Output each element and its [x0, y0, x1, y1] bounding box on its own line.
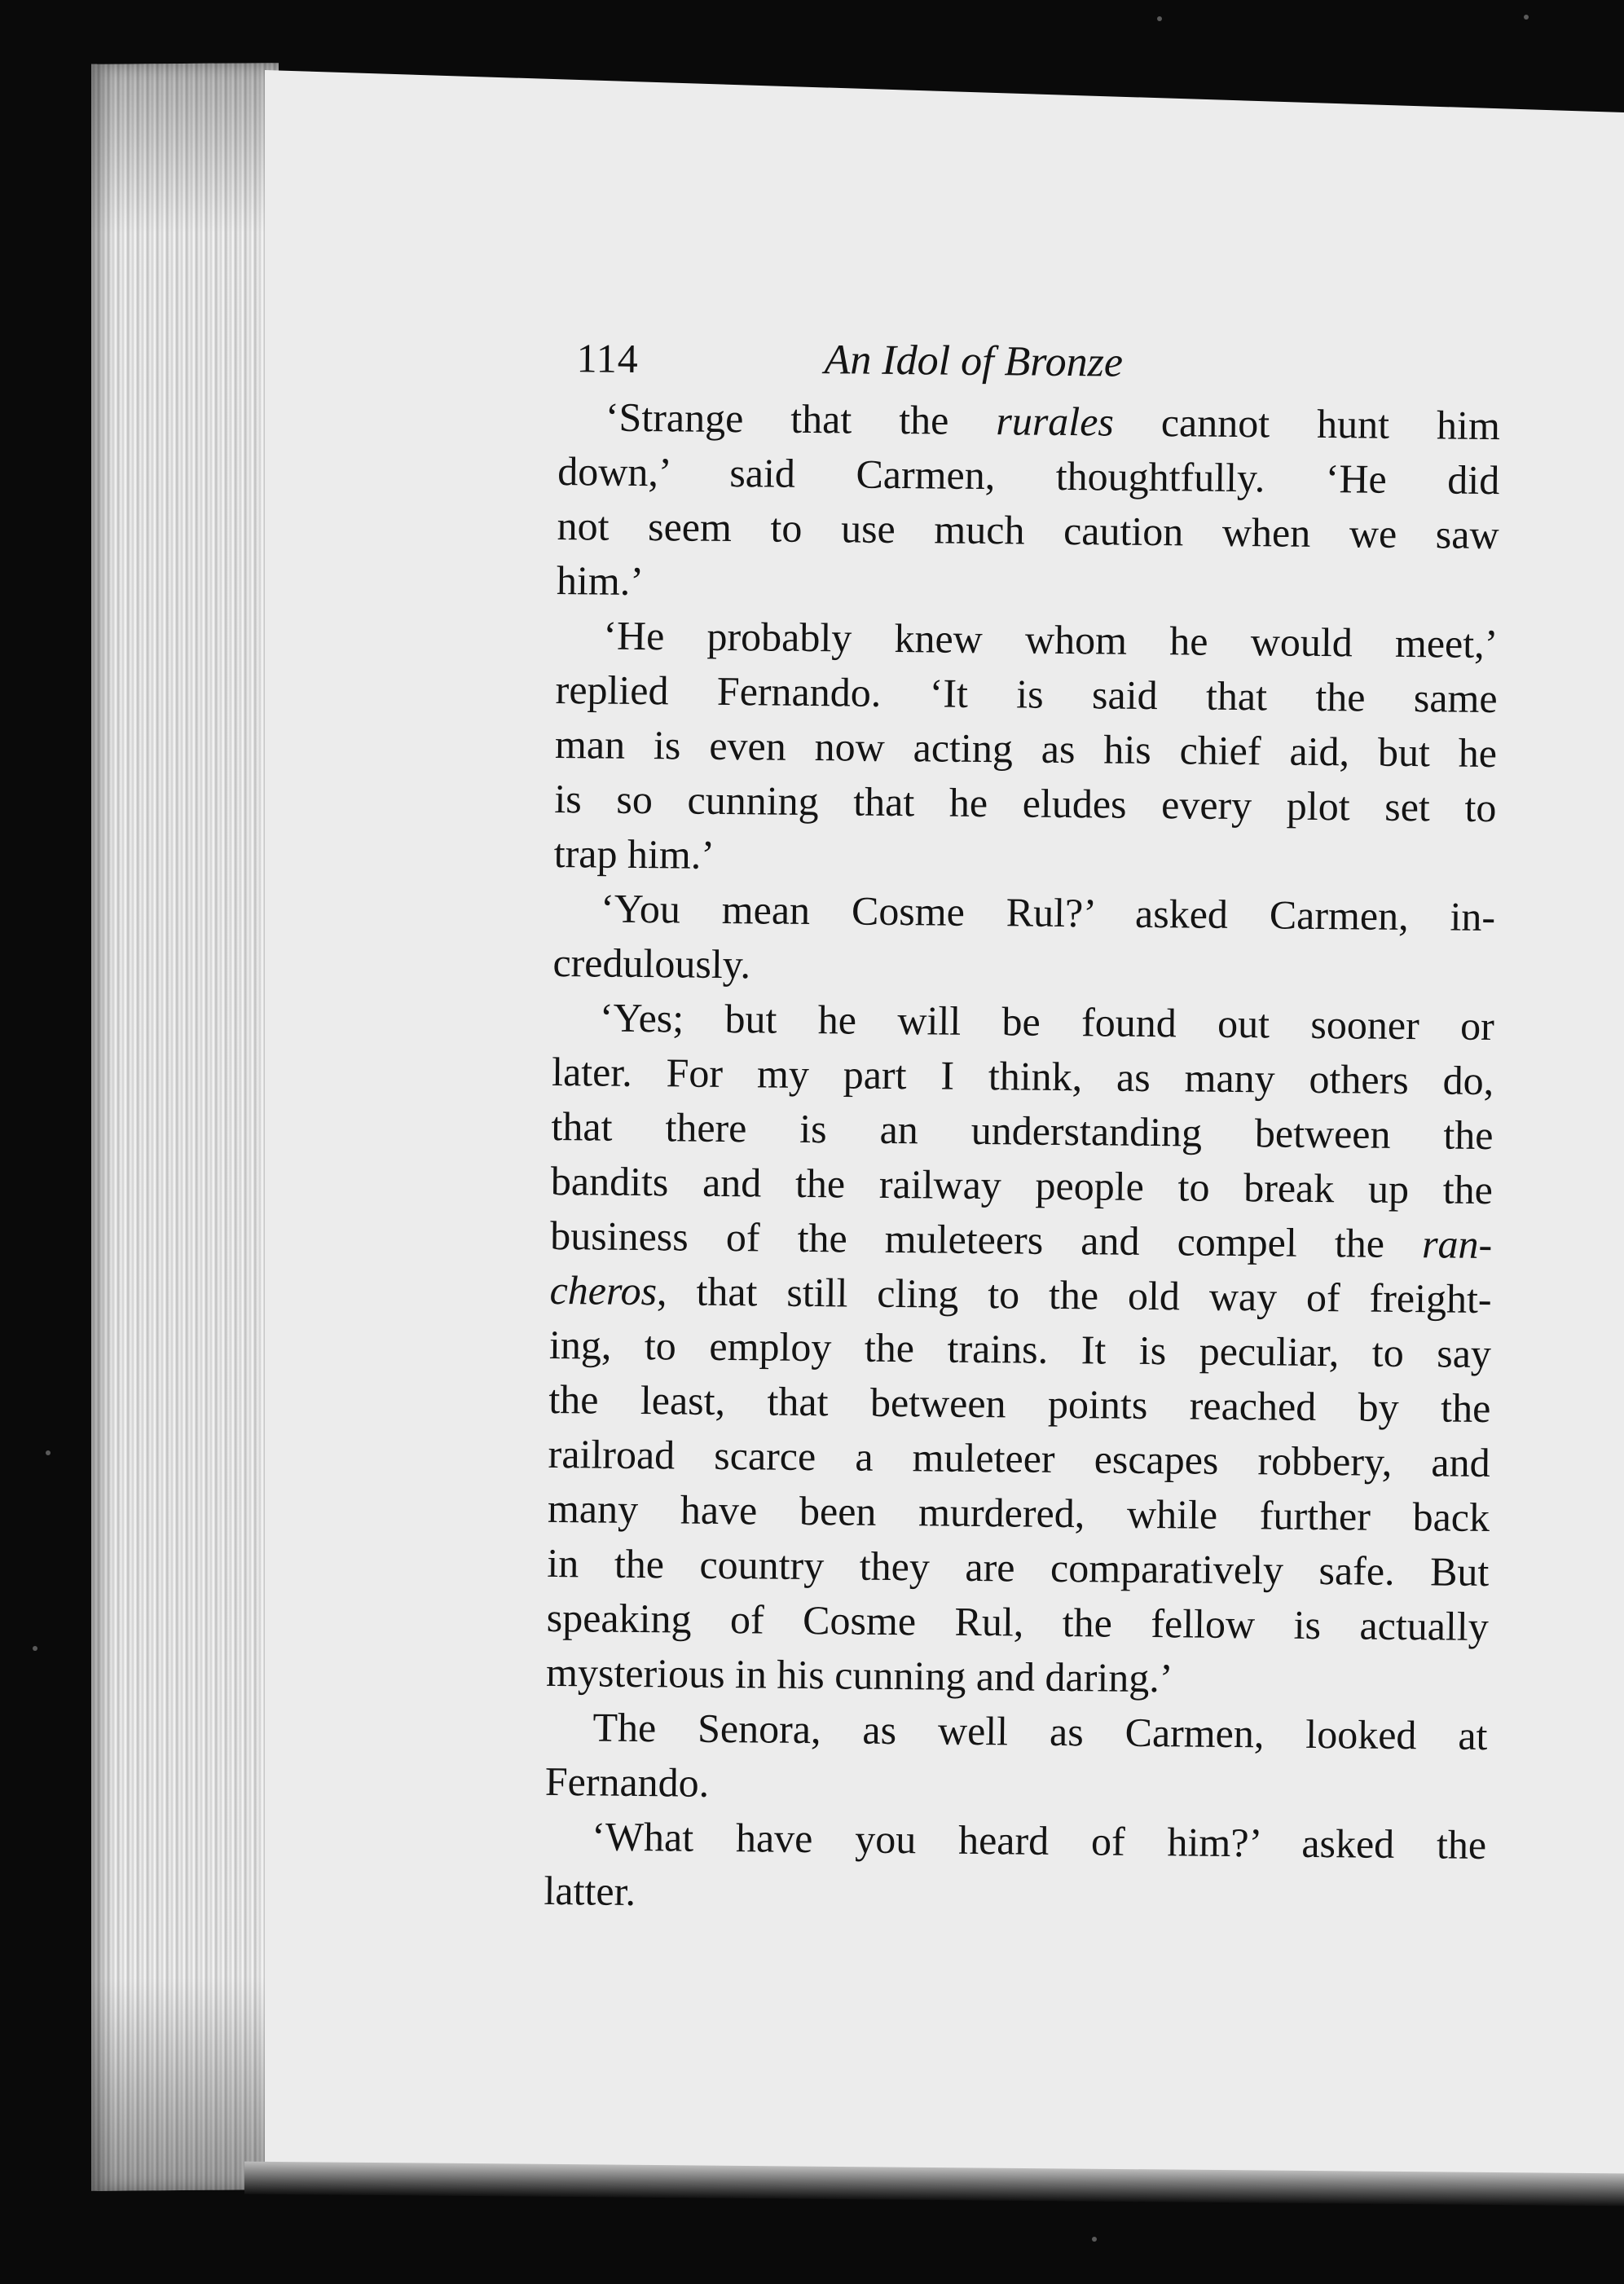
text-segment: him.’	[556, 557, 645, 605]
text-line	[548, 1427, 1490, 1490]
text-line	[548, 1481, 1490, 1545]
text-block	[544, 326, 1501, 1927]
text-segment: ‘Yes; but he will be found out sooner or	[599, 994, 1495, 1050]
text-segment: business of the muleteers and compel the	[550, 1212, 1423, 1267]
text-line	[544, 1809, 1487, 1873]
text-line	[554, 772, 1497, 835]
text-line	[556, 608, 1499, 671]
text-segment: in the country they are comparatively safe. But	[547, 1539, 1490, 1595]
text-line	[549, 1318, 1492, 1381]
text-segment: trap him.’	[553, 830, 715, 878]
text-segment: ‘You mean Cosme Rul?’ asked Carmen, in-	[600, 885, 1496, 940]
italic-word: cheros	[549, 1266, 658, 1314]
text-segment: the least, that between points reached by the	[548, 1375, 1491, 1432]
text-segment: The Senora, as well as Carmen, looked at	[592, 1704, 1488, 1759]
text-line	[551, 1099, 1494, 1163]
text-line	[555, 662, 1498, 726]
running-head	[558, 326, 1501, 398]
text-line	[553, 826, 1496, 890]
text-segment: credulously.	[552, 939, 751, 988]
italic-word: ran-	[1421, 1221, 1493, 1268]
text-segment: down,’ said Carmen, thoughtfully. ‘He did	[557, 447, 1500, 504]
text-segment: man is even now acting as his chief aid, but he	[554, 720, 1498, 777]
running-title: An Idol of Bronze	[824, 337, 1124, 386]
text-line	[555, 717, 1498, 781]
dust-speck	[1092, 2237, 1097, 2242]
text-line	[557, 499, 1499, 562]
text-line	[544, 1864, 1486, 1927]
text-segment: railroad scarce a muleteer escapes robbery, and	[548, 1430, 1490, 1486]
text-line	[545, 1700, 1488, 1763]
text-segment: ‘What have you heard of him?’ asked the	[591, 1813, 1487, 1868]
text-segment: later. For my part I think, as many others do,	[551, 1048, 1494, 1104]
text-segment: latter.	[544, 1867, 636, 1914]
text-line	[552, 935, 1495, 999]
text-segment: mysterious in his cunning and daring.’	[545, 1648, 1173, 1701]
text-segment: ‘Strange that the	[605, 394, 997, 444]
dust-speck	[1524, 15, 1529, 20]
text-segment: speaking of Cosme Rul, the fellow is actually	[546, 1594, 1490, 1650]
text-line	[553, 881, 1496, 944]
text-segment: , that still cling to the old way of freight-	[656, 1268, 1492, 1322]
text-line	[549, 1263, 1492, 1327]
text-line	[546, 1591, 1489, 1654]
text-segment: replied Fernando. ‘It is said that the same	[555, 666, 1498, 722]
text-line	[546, 1645, 1489, 1709]
dust-speck	[33, 1646, 37, 1651]
text-line	[551, 1154, 1494, 1217]
text-segment: ‘He probably knew whom he would meet,’	[603, 612, 1499, 667]
text-segment: that there is an understanding between the	[551, 1102, 1494, 1159]
text-line	[558, 389, 1501, 453]
text-segment: not seem to use much caution when we saw	[557, 502, 1499, 558]
dust-speck	[46, 1450, 51, 1455]
text-line	[552, 1045, 1494, 1108]
page-number: 114	[576, 335, 640, 381]
dust-speck	[1157, 16, 1162, 21]
text-segment: cannot hunt him	[1113, 398, 1501, 449]
italic-word: rurales	[996, 398, 1115, 445]
text-line	[545, 1754, 1488, 1818]
text-segment: is so cunning that he eludes every plot set to	[554, 775, 1497, 831]
text-line	[547, 1536, 1490, 1600]
text-segment: ing, to employ the trains. It is peculiar, to say	[548, 1321, 1492, 1377]
text-line	[557, 444, 1500, 508]
book-page-edges	[91, 63, 279, 2191]
text-segment: bandits and the railway people to break up the	[550, 1157, 1494, 1213]
text-line	[548, 1372, 1491, 1436]
text-segment: many have been murdered, while further back	[547, 1485, 1490, 1541]
text-line	[550, 1208, 1493, 1272]
text-line	[557, 553, 1499, 617]
text-segment: Fernando.	[544, 1758, 710, 1806]
text-line	[552, 990, 1495, 1054]
body-text	[544, 389, 1500, 1927]
